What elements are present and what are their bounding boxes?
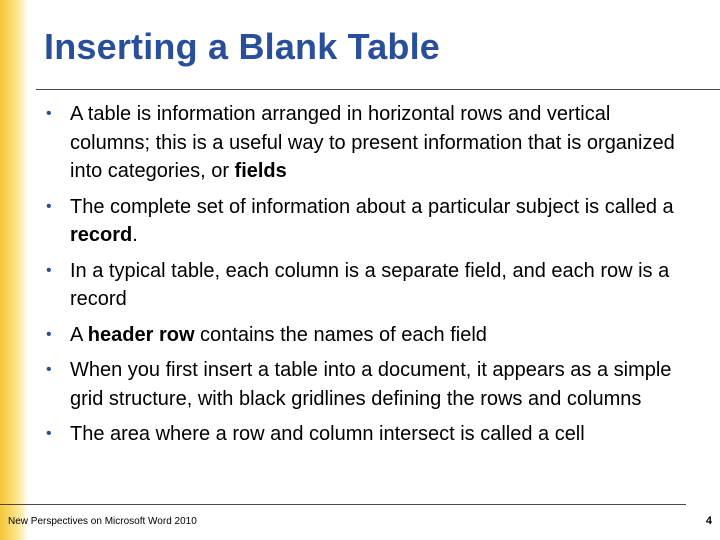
bullet-text: The complete set of information about a particular subject is called a <box>70 195 674 218</box>
bullet-text-tail: . <box>132 224 138 246</box>
bullet-marker: • <box>46 325 52 343</box>
bullet-text: A table is information arranged in horizontal rows and vertical columns; this is a useful way to present information that is organized into categories, or <box>70 103 675 182</box>
bullet-item <box>46 321 686 350</box>
bullet-item <box>46 193 686 250</box>
bullet-list <box>46 100 686 456</box>
bullet-item <box>46 420 686 449</box>
bullet-text: The area where a row and column intersect is called a cell <box>70 423 585 445</box>
bullet-bold-term: header row <box>87 323 195 346</box>
footer-caption: New Perspectives on Microsoft Word 2010 <box>8 516 197 527</box>
bullet-text: A <box>70 323 88 346</box>
bullet-item <box>46 100 686 186</box>
bullet-text: When you first insert a table into a document, it appears as a simple grid structure, with black gridlines defining the rows and columns <box>70 359 672 410</box>
left-decorative-band <box>0 0 28 540</box>
footer-divider <box>0 504 686 505</box>
bullet-marker: • <box>46 197 52 215</box>
bullet-text: In a typical table, each column is a separate field, and each row is a record <box>70 259 670 310</box>
bullet-marker: • <box>46 105 52 122</box>
title-divider <box>36 89 720 90</box>
bullet-bold-term: record <box>70 224 133 246</box>
bullet-marker: • <box>46 425 52 442</box>
bullet-item <box>46 356 686 413</box>
page-number: 4 <box>705 515 712 527</box>
bullet-marker: • <box>46 261 52 279</box>
bullet-marker: • <box>46 361 52 378</box>
bullet-item <box>46 257 686 314</box>
bullet-text-tail: contains the names of each field <box>194 323 487 346</box>
bullet-bold-term: fields <box>234 160 287 182</box>
slide-title: Inserting a Blank Table <box>44 26 441 67</box>
